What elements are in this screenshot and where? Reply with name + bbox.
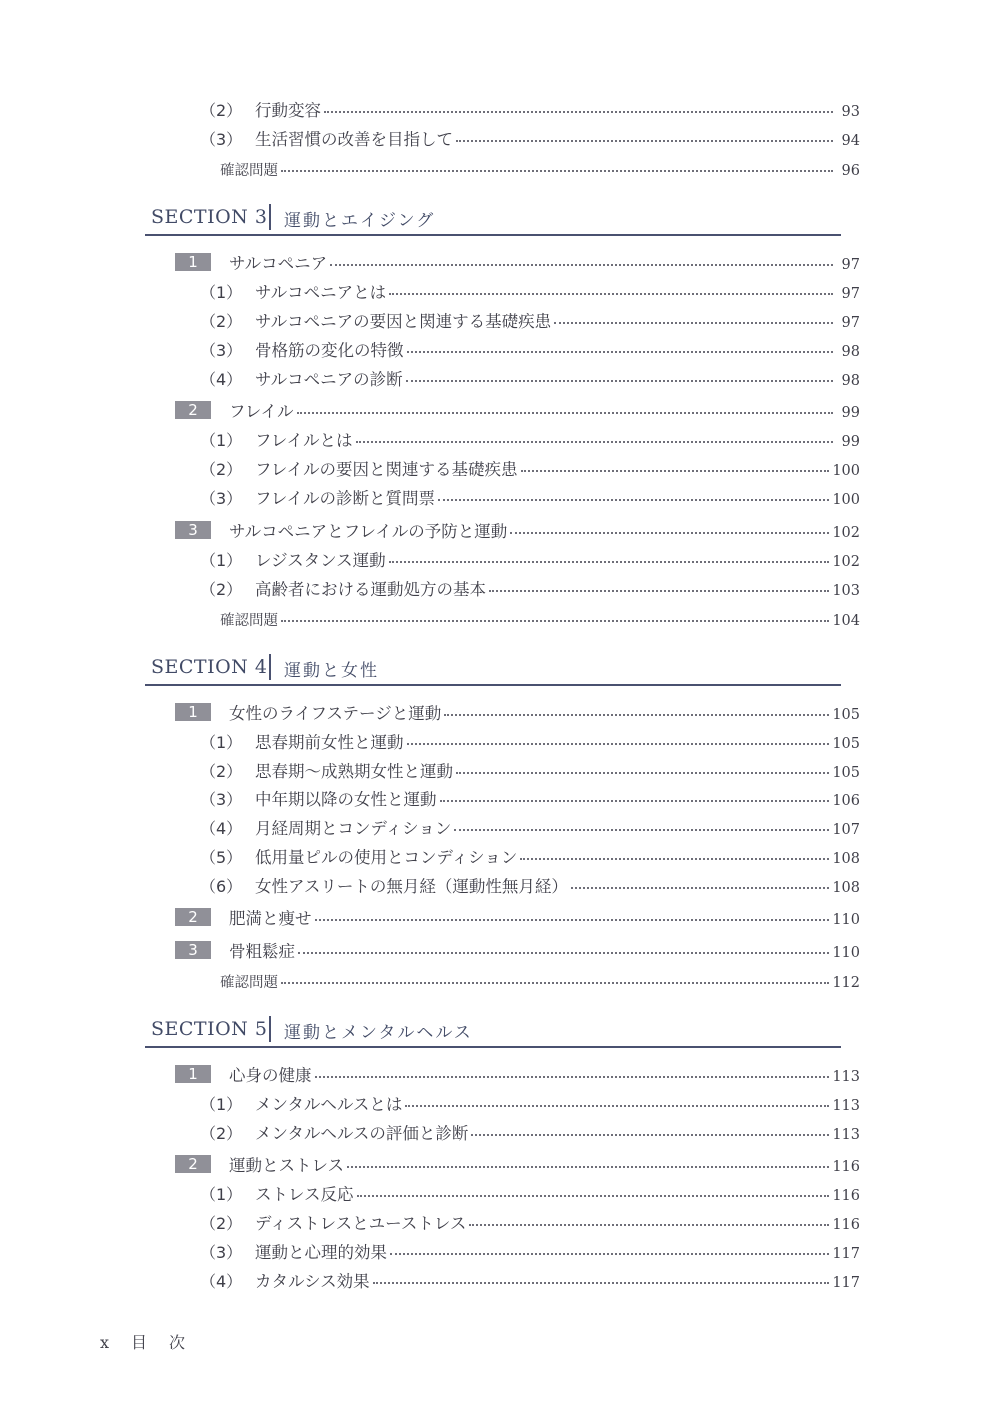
item-title: 骨格筋の変化の特徴: [255, 341, 404, 360]
item-number: （2）: [200, 580, 243, 599]
page-number: 110: [832, 912, 860, 928]
item-title: サルコペニアの要因と関連する基礎疾患: [255, 312, 552, 331]
item-number: （4）: [200, 819, 243, 838]
review-title: 確認問題: [220, 974, 278, 991]
item-title: ストレス反応: [255, 1185, 354, 1204]
page-number: 93: [841, 104, 860, 120]
chapter-title: 女性のライフステージと運動: [229, 704, 442, 723]
page-number: 117: [832, 1275, 860, 1291]
toc-chapter[interactable]: [175, 250, 860, 274]
toc-chapter[interactable]: [175, 398, 860, 422]
item-number: （2）: [200, 312, 243, 331]
page-number: 98: [841, 373, 860, 389]
item-title: 低用量ピルの使用とコンディション: [255, 848, 518, 867]
item-title: サルコペニアとは: [255, 283, 387, 302]
dot-leader: [438, 483, 829, 502]
chapter-badge: 2: [175, 908, 211, 926]
dot-leader: [571, 871, 829, 890]
toc-item[interactable]: [200, 279, 860, 303]
item-title: ディストレスとユーストレス: [255, 1214, 467, 1233]
toc-item[interactable]: [200, 873, 860, 897]
footer-page-number: x: [100, 1333, 110, 1352]
toc-chapter[interactable]: [175, 700, 860, 724]
page-number: 116: [832, 1159, 860, 1175]
page-number: 105: [832, 765, 860, 781]
item-number: （3）: [200, 489, 243, 508]
dot-leader: [471, 1118, 829, 1137]
toc-item[interactable]: [200, 485, 860, 509]
page-number: 107: [832, 822, 860, 838]
page-number: 102: [832, 554, 860, 570]
item-title: 思春期前女性と運動: [255, 733, 404, 752]
page-number: 106: [832, 793, 860, 809]
section-title: 運動とメンタルヘルス: [284, 1023, 473, 1043]
dot-leader: [330, 248, 833, 267]
chapter-badge: 3: [175, 521, 211, 539]
item-title: 中年期以降の女性と運動: [255, 790, 437, 809]
toc-item[interactable]: [200, 427, 860, 451]
dot-leader: [357, 1179, 830, 1198]
item-title: 思春期〜成熟期女性と運動: [255, 762, 453, 781]
toc-item[interactable]: [200, 815, 860, 839]
item-title: フレイルの要因と関連する基礎疾患: [255, 460, 518, 479]
chapter-title: フレイル: [229, 402, 294, 421]
dot-leader: [489, 574, 829, 593]
item-number: （4）: [200, 1272, 243, 1291]
item-number: （2）: [200, 1214, 243, 1233]
dot-leader: [407, 727, 830, 746]
chapter-title: サルコペニアとフレイルの予防と運動: [229, 522, 508, 541]
dot-leader: [373, 1266, 830, 1285]
section-title: 運動と女性: [284, 661, 379, 681]
chapter-badge: 1: [175, 703, 211, 721]
page-number: 105: [832, 736, 860, 752]
section-title: 運動とエイジング: [284, 211, 436, 231]
dot-leader: [521, 454, 830, 473]
footer-label: 次: [169, 1333, 186, 1352]
page-number: 116: [832, 1217, 860, 1233]
page-number: 110: [832, 945, 860, 961]
chapter-badge: 1: [175, 253, 211, 271]
dot-leader: [389, 277, 833, 296]
section-header: [145, 202, 841, 236]
chapter-badge: 2: [175, 1155, 211, 1173]
dot-leader: [390, 1237, 829, 1256]
page-number: 112: [832, 974, 860, 991]
toc-chapter[interactable]: [175, 938, 860, 962]
page-number: 102: [832, 525, 860, 541]
toc-item[interactable]: [200, 97, 860, 121]
toc-item[interactable]: [200, 1091, 860, 1115]
page-number: 99: [841, 434, 860, 450]
page-number: 103: [832, 583, 860, 599]
item-title: フレイルの診断と質問票: [255, 489, 436, 508]
item-number: （4）: [200, 370, 243, 389]
toc-chapter[interactable]: [175, 905, 860, 929]
item-number: （2）: [200, 460, 243, 479]
item-number: （2）: [200, 762, 243, 781]
dot-leader: [554, 306, 833, 325]
item-number: （5）: [200, 848, 243, 867]
dot-leader: [520, 842, 829, 861]
item-number: （1）: [200, 431, 243, 450]
toc-item[interactable]: [200, 1239, 860, 1263]
chapter-title: 心身の健康: [229, 1066, 312, 1085]
section-label: SECTION 5: [151, 1018, 268, 1040]
dot-leader: [281, 967, 829, 984]
dot-leader: [315, 903, 830, 922]
toc-item[interactable]: [200, 1181, 860, 1205]
page-number: 94: [841, 133, 860, 149]
page-number: 100: [832, 492, 860, 508]
item-number: （2）: [200, 101, 243, 120]
page-number: 116: [832, 1188, 860, 1204]
toc-item[interactable]: [200, 456, 860, 480]
page-number: 97: [841, 286, 860, 302]
toc-item[interactable]: [200, 126, 860, 150]
dot-leader: [324, 95, 833, 114]
page-number: 108: [832, 851, 860, 867]
section-divider: [269, 204, 271, 230]
dot-leader: [315, 1060, 830, 1079]
page-number: 113: [832, 1127, 860, 1143]
dot-leader: [456, 124, 833, 143]
dot-leader: [347, 1150, 829, 1169]
section-divider: [269, 1016, 271, 1042]
item-title: 女性アスリートの無月経（運動性無月経）: [255, 877, 568, 896]
item-number: （2）: [200, 1124, 243, 1143]
item-title: 高齢者における運動処方の基本: [255, 580, 486, 599]
page-number: 117: [832, 1246, 860, 1262]
section-header: [145, 652, 841, 686]
page-number: 98: [841, 344, 860, 360]
page-footer: [100, 1330, 207, 1353]
item-title: 行動変容: [255, 101, 321, 120]
toc-item[interactable]: [200, 758, 860, 782]
page-number: 113: [832, 1098, 860, 1114]
dot-leader: [454, 813, 829, 832]
chapter-title: 運動とストレス: [229, 1156, 345, 1175]
page-number: 97: [841, 315, 860, 331]
page-number: 108: [832, 880, 860, 896]
page-number: 99: [841, 405, 860, 421]
dot-leader: [298, 936, 829, 955]
item-number: （3）: [200, 341, 243, 360]
review-title: 確認問題: [220, 612, 278, 629]
page-number: 96: [841, 162, 860, 179]
item-title: カタルシス効果: [255, 1272, 370, 1291]
dot-leader: [281, 605, 829, 622]
dot-leader: [444, 698, 829, 717]
toc-chapter[interactable]: [175, 1062, 860, 1086]
page-number: 100: [832, 463, 860, 479]
chapter-badge: 1: [175, 1065, 211, 1083]
page-number: 97: [841, 257, 860, 273]
chapter-badge: 2: [175, 401, 211, 419]
toc-item[interactable]: [200, 786, 860, 810]
dot-leader: [297, 396, 833, 415]
toc-item[interactable]: [200, 1210, 860, 1234]
section-label: SECTION 4: [151, 656, 268, 678]
page-number: 113: [832, 1069, 860, 1085]
item-title: サルコペニアの診断: [255, 370, 403, 389]
dot-leader: [510, 516, 829, 535]
dot-leader: [469, 1208, 829, 1227]
dot-leader: [407, 335, 834, 354]
toc-item[interactable]: [200, 729, 860, 753]
item-title: レジスタンス運動: [255, 551, 386, 570]
dot-leader: [389, 545, 830, 564]
toc-item[interactable]: [200, 337, 860, 361]
toc-item[interactable]: [200, 576, 860, 600]
toc-item[interactable]: [200, 1120, 860, 1144]
dot-leader: [456, 756, 829, 775]
toc-item[interactable]: [200, 844, 860, 868]
item-title: メンタルヘルスの評価と診断: [255, 1124, 469, 1143]
toc-chapter[interactable]: [175, 518, 860, 542]
item-title: 生活習慣の改善を目指して: [255, 130, 453, 149]
page-number: 104: [832, 612, 860, 629]
item-title: 月経周期とコンディション: [255, 819, 452, 838]
dot-leader: [440, 784, 830, 803]
chapter-title: サルコペニア: [229, 254, 328, 273]
item-number: （3）: [200, 1243, 243, 1262]
dot-leader: [405, 1089, 829, 1108]
item-number: （1）: [200, 733, 243, 752]
item-number: （6）: [200, 877, 243, 896]
item-number: （3）: [200, 790, 243, 809]
chapter-title: 骨粗鬆症: [229, 942, 295, 961]
toc-review[interactable]: [220, 158, 860, 180]
section-divider: [269, 654, 271, 680]
dot-leader: [406, 364, 833, 383]
dot-leader: [356, 425, 833, 444]
item-title: フレイルとは: [255, 431, 353, 450]
section-header: [145, 1014, 841, 1048]
section-label: SECTION 3: [151, 206, 268, 228]
item-title: 運動と心理的効果: [255, 1243, 387, 1262]
footer-label: 目: [131, 1333, 148, 1352]
item-number: （3）: [200, 130, 243, 149]
page-number: 105: [832, 707, 860, 723]
toc-item[interactable]: [200, 1268, 860, 1292]
item-number: （1）: [200, 551, 243, 570]
toc-item[interactable]: [200, 366, 860, 390]
toc-chapter[interactable]: [175, 1152, 860, 1176]
chapter-title: 肥満と痩せ: [229, 909, 312, 928]
toc-item[interactable]: [200, 547, 860, 571]
chapter-badge: 3: [175, 941, 211, 959]
review-title: 確認問題: [220, 162, 278, 179]
item-number: （1）: [200, 1185, 243, 1204]
item-number: （1）: [200, 283, 243, 302]
item-title: メンタルヘルスとは: [255, 1095, 403, 1114]
toc-item[interactable]: [200, 308, 860, 332]
toc-review[interactable]: [220, 970, 860, 992]
item-number: （1）: [200, 1095, 243, 1114]
toc-review[interactable]: [220, 608, 860, 630]
dot-leader: [281, 155, 833, 172]
